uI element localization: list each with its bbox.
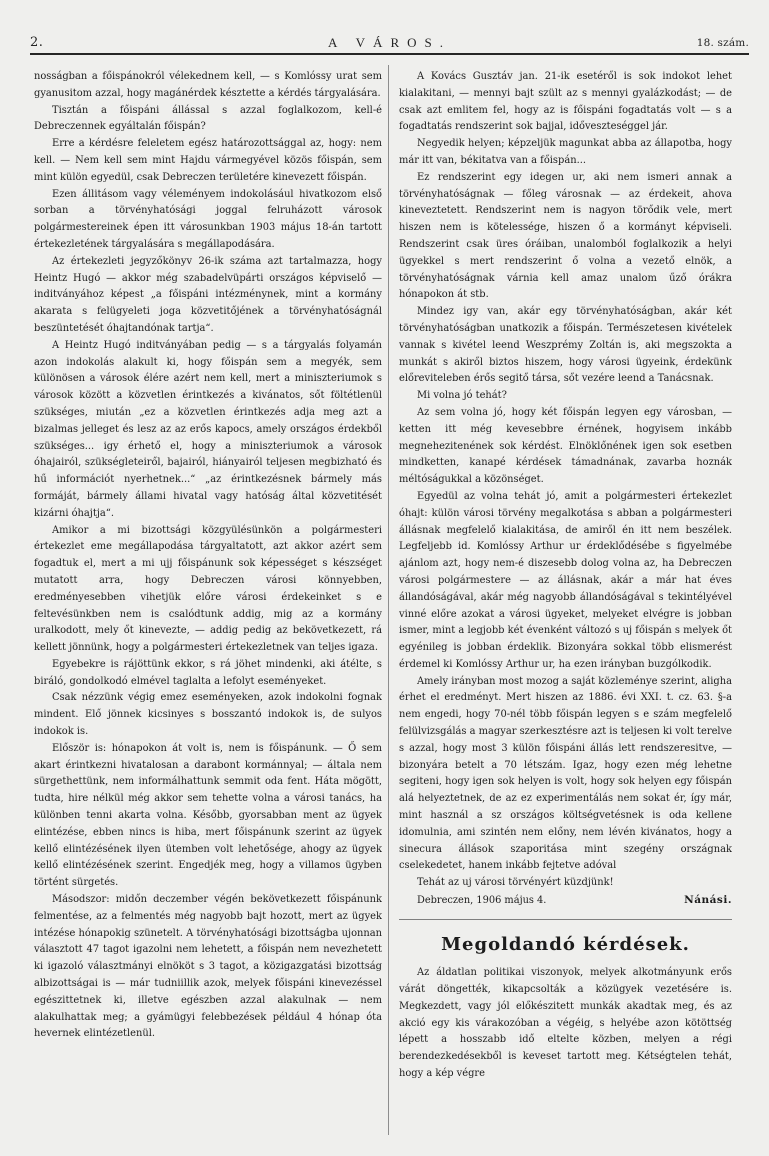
publication-title: A VÁROS. [327, 35, 451, 50]
second-article-title: Megoldandó kérdések. [441, 934, 690, 956]
left-paragraph-10: Először is: hónapokon át volt is, nem is főispánunk. — Ő sem akart érintkezni hivatalosan a darabont kormánnyal; — általa nem sürgethettünk, nem informálhattunk semmit oda fent. Háta mögött, tudta, hire nélkül még akkor sem tehette volna a városi tanács, ha különben tenni akarta volna. Később, gyorsabban ment az ügyek elintézése, ebben nincs is hiba, mert főispánunk szerint az ügyek kellő elintézésének ilyen ütemben volt lehetősége, ahogy az ügyek kellő elintézésének szerint. Engedjék meg, hogy a villamos ügyben történt sürgetés. [34, 742, 382, 889]
page-header [30, 30, 749, 58]
header-rule [30, 53, 749, 55]
signature-author: Nánási. [684, 894, 732, 907]
right-paragraph-2: Negyedik helyen; képzeljük magunkat abba az állapotba, hogy már itt van, békitatva van a főispán... [399, 138, 732, 166]
left-paragraph-1: nosságban a főispánokról vélekednem kell, — s Komlóssy urat sem gyanusitom azzal, hogy magánérdek késztette a kérdés tárgyalására. [34, 71, 382, 99]
right-paragraph-6: Az sem volna jó, hogy két főispán legyen egy városban, — ketten itt még kevesebbre érnének, hogyisem inkább megnehezitenének sok kérdést. Elnöklőnének igen sok esetben mindketten, kanapé kérdések támadnának, zavarba hoznák méltóságukkal a közönséget. [399, 406, 732, 486]
left-paragraph-6: A Heintz Hugó inditványában pedig — s a tárgyalás folyamán azon indokolás alakult ki, hogy főispán sem a megyék, sem különösen a városok élére azért nem kell, mert a miniszteriumok s városok között a közvetlen érintkezés a kivánatos, sőt föltétlenül szükséges, miután „ez a közvetlen érintkezés adja meg azt a bizalmas jelleget és lesz az az erős kapocs, amely országos érdekből szükséges... igy érhető el, hogy a miniszteriumok a városok óhajairól, szükségleteiről, bajairól, hiányairól teljesen megbizható és hű információt nyerhetnek...“ „az érintkezésnek bármely más formáját, bármely állami hivatal vagy hatóság által közvetitését kizárni óhajtja“. [34, 339, 382, 519]
left-paragraph-8: Egyebekre is rájöttünk ekkor, s rá jöhet mindenki, aki átélte, s biráló, gondolkodó elmével taglalta a lefolyt eseményeket. [34, 658, 382, 687]
right-paragraph-9: Tehát az uj városi törvényért küzdjünk! [417, 877, 614, 889]
left-paragraph-2: Tisztán a főispáni állással s azzal foglalkozom, kell-é Debreczennek egyáltalán főispán? [34, 104, 382, 133]
article-signature [399, 892, 732, 909]
right-paragraph-1: A Kovács Gusztáv jan. 21-ik esetéről is sok indokot lehet kialakitani, — mennyi bajt szült az s mennyi gyalázkodást; — de csak azt emlitem fel, hogy az is főispáni fogadtatás volt — s a fogadtatás rendszerint sok bajjal, időveszteséggel jár. [399, 71, 732, 133]
left-paragraph-11: Másodszor: midőn deczember végén bekövetkezett főispánunk felmentése, az a felmentés még nagyobb bajt hozott, mert az ügyek intézése hónapokig szünetelt. A törvényhatósági bizottságba ujonnan választott 47 tagot igazolni nem lehetett, a főispán nem nevezhetett ki igazoló választmányi elnököt s 3 tagot, a közigazgatási bizottság albizottságai is — már tudniillik azok, melyek főispáni kinevezéssel egészittetnek ki, illetve egészben azzal alakulnak — nem alakulhattak meg; a gyámügyi felebbezések például 4 hónap óta hevernek elintézetlenül. [34, 894, 382, 1040]
article-separator [399, 919, 732, 920]
right-paragraph-5: Mi volna jó tehát? [417, 390, 507, 402]
signature-place-date: Debreczen, 1906 május 4. [417, 895, 547, 907]
left-column [34, 69, 382, 1156]
right-paragraph-4: Mindez igy van, akár egy törvényhatóságban, akár két törvényhatóságban unatkozik a főispán. Természetesen kivételek vannak s kivétel leend Weszprémy Zoltán is, aki megszokta a munkát s akiről biztos hiszem, hogy városi ügyeink, érdekünk előreviteleben érős segitő társa, sőt vezére leend a Tanácsnak. [399, 306, 732, 385]
page-number: 2. [30, 35, 44, 50]
left-paragraph-5: Az értekezleti jegyzőkönyv 26-ik száma azt tartalmazza, hogy Heintz Hugó — akkor még szabadelvüpárti országos képviselő — inditványához képest „a főispáni intézménynek, mint a kormány akarata s felügyeleti joga közvetitőjének a törvényhatóságnál beszüntetését óhajtandónak tartja“. [34, 255, 382, 334]
column-divider [388, 65, 389, 1135]
right-paragraph-3: Ez rendszerint egy idegen ur, aki nem ismeri annak a törvényhatóságnak — főleg városnak — az érdekeit, ahova kineveztetett. Rendszerint nem is nagyon törődik vele, mert hiszen nem is kötelessége, hiszen ő a kormányt képviseli. Rendszerint csak üres óráiban, unalomból foglalkozik a helyi ügyekkel s mert rendszerint ő volna a vezető elnök, a törvényhatóságnak várnia kell amaz unalom űző órákra hónapokon át stb. [399, 171, 732, 301]
right-paragraph-7: Egyedül az volna tehát jó, amit a polgármesteri értekezlet óhajt: külön városi törvény megalkotása s abban a polgármesteri állásnak megfelelő kialakitása, de amiről én itt nem beszélek. Legfeljebb id. Komlóssy Arthur ur érdeklődésébe s figyelmébe ajánlom azt, hogy nem-é diszesebb dolog volna az, ha Debreczen városi polgármestere — az állásnak, akár a már hat éves állandóságával, akár még nagyobb állandóságával s tekintélyével vinné előre azokat a városi ügyeket, melyeket elvégre is jobban ismer, mint a legjobb két évenként változó s uj főispán s melyek őt egyénileg is jobban érdeklik. Bizonyára sokkal több elismerést érdemel ki Komlóssy Arthur ur, ha ezen irányban buzgólkodik. [399, 490, 732, 670]
second-article-paragraph-1: Az áldatlan politikai viszonyok, melyek alkotmányunk erős várát döngették, kikapcsolták a közügyek vezetésére is. Megkezdett, vagy jól előkészitett munkák akadtak meg, és az akció egy kis várakozóban a végéig, s helyébe azon kötöttség lépett a hosszabb idő eltelte közben, melyen a régi berendezkedésekből is keveset tartott meg. Kétségtelen tehát, hogy a kép végre [399, 967, 732, 1080]
left-paragraph-7: Amikor a mi bizottsági közgyülésünkön a polgármesteri értekezlet eme megállapodása tárgyaltatott, azt akkor azért sem fogadtuk el, mert a mi ujj főispánunk sok képességet s készséget mutatott arra, hogy Debreczen városi könnyebben, eredményesebben vihetjük előre városi érdekeinket s e feltevésünkben nem is csalódtunk addig, mig az a kormány uralkodott, mely őt kinevezte, — addig pedig az bekövetkezett, rá kellett jönnünk, hogy a polgármesteri értekezletnek van teljes igaza. [34, 524, 382, 654]
right-paragraph-8: Amely irányban most mozog a saját közleménye szerint, aligha érhet el eredményt. Mert hiszen az 1886. évi XXI. t. cz. 63. §-a nem engedi, hogy 70-nél több főispán legyen s e szám megfelelő felülvizsgálás a magyar szerkesztésre azt is teljesen ki volt terelve s azzal, hogy most 3 külön főispáni állás lett rendszeresitve, — bizonyára betelt a 70 létszám. Igaz, hogy ezen még lehetne segiteni, hogy igen sok helyen is volt, hogy sok helyen egy főispán alá helyeztetnek, de az ez experimentálás nem sokat ér, így már, mint használ a sz országos költségvetésnek is oda kellene idomulnia, ami szintén nem előny, nem lévén kivánatos, hogy a sinecura állások szaporitása mint szegény országnak cselekedetet, hanem inkább fejtetve adóval [399, 675, 732, 872]
left-paragraph-9: Csak nézzünk végig emez eseményeken, azok indokolni fognak mindent. Elő jönnek kicsinyes s bosszantó indokok is, de sulyos indokok is. [34, 692, 382, 738]
left-paragraph-4: Ezen állitásom vagy véleményem indokolásául hivatkozom első sorban a törvényhatósági joggal felruházott városok polgármestereinek épen itt városunkban 1903 május 18-án tartott értekezletének tárgyalására s megállapodására. [34, 188, 382, 250]
issue-number: 18. szám. [696, 37, 749, 49]
right-column [399, 69, 732, 1156]
left-paragraph-3: Erre a kérdésre feleletem egész határozottsággal az, hogy: nem kell. — Nem kell sem mint Hajdu vármegyével közös főispán, sem mint külön egyedül, csak Debreczen területére kinevezett főispán. [34, 138, 382, 183]
